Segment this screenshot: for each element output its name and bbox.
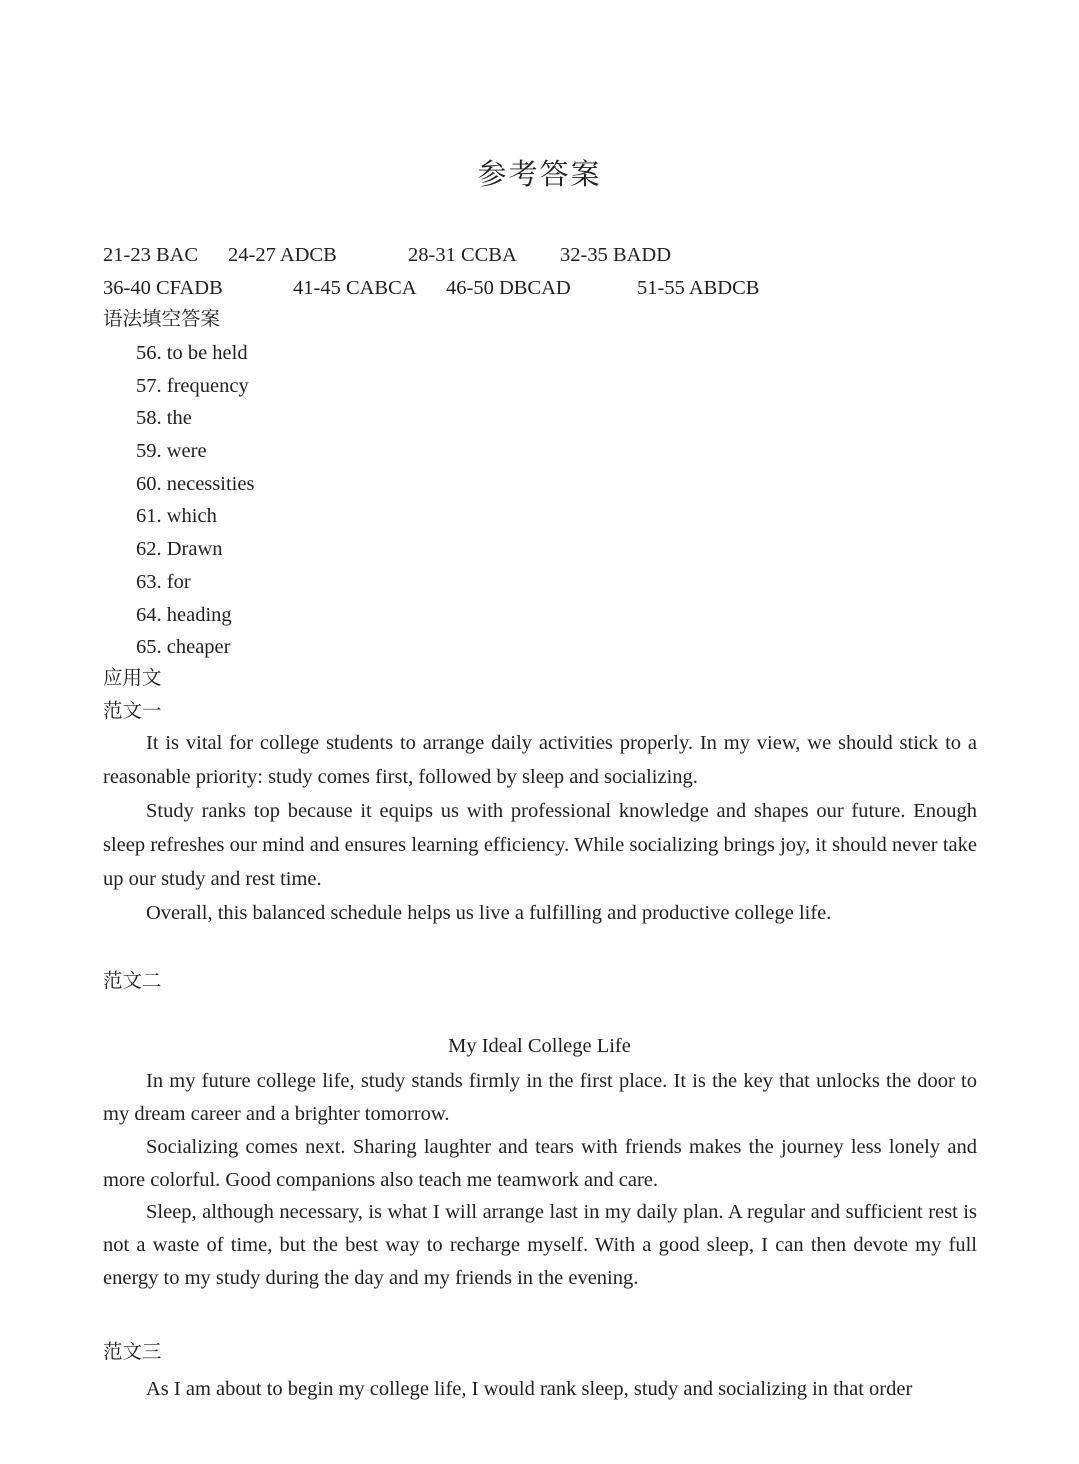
answer-group-21-23: 21-23 BAC — [103, 244, 199, 266]
sample-essay-3-heading: 范文三 — [103, 1340, 162, 1363]
sample-essay-2-paragraph-1: In my future college life, study stands firmly in the first place. It is the key that unlocks the door to my dream career and a brighter tomorrow. — [103, 1070, 977, 1125]
answer-group-46-50: 46-50 DBCAD — [446, 277, 571, 299]
answer-group-24-27: 24-27 ADCB — [228, 244, 337, 266]
sample-essay-1-paragraph-3: Overall, this balanced schedule helps us live a fulfilling and productive college life. — [146, 902, 832, 924]
answer-group-51-55: 51-55 ABDCB — [637, 277, 760, 299]
page-title: 参考答案 — [477, 157, 602, 191]
sample-essay-2-title: My Ideal College Life — [448, 1035, 631, 1057]
grammar-answer-list — [136, 340, 254, 667]
grammar-answer-item: 61. which — [136, 505, 217, 528]
sample-essay-2-paragraph-2: Socializing comes next. Sharing laughter and tears with friends makes the journey less lonely and more colorful. Good companions also teach me teamwork and care. — [103, 1136, 977, 1191]
sample-essay-1-paragraph-2: Study ranks top because it equips us with professional knowledge and shapes our future. Enough sleep refreshes our mind and ensures learning efficiency. While socializing brings joy, it should never take up our study and rest time. — [103, 800, 977, 890]
answer-group-32-35: 32-35 BADD — [560, 244, 672, 266]
grammar-answer-item: 56. to be held — [136, 342, 248, 364]
grammar-answer-item: 58. the — [136, 407, 192, 430]
writing-heading: 应用文 — [103, 666, 162, 689]
sample-essay-2-heading: 范文二 — [103, 969, 162, 992]
grammar-heading: 语法填空答案 — [103, 307, 221, 330]
grammar-answer-item: 64. heading — [136, 603, 232, 626]
grammar-answer-item: 65. cheaper — [136, 636, 231, 659]
grammar-answer-item: 63. for — [136, 570, 191, 593]
answer-group-28-31: 28-31 CCBA — [408, 244, 517, 266]
grammar-answer-item: 60. necessities — [136, 472, 255, 495]
sample-essay-1-paragraph-1: It is vital for college students to arrange daily activities properly. In my view, we should stick to a reasonable priority: study comes first, followed by sleep and socializing. — [103, 732, 977, 788]
sample-essay-3-paragraph-1: As I am about to begin my college life, I would rank sleep, study and socializing in that order — [146, 1378, 913, 1400]
answer-group-41-45: 41-45 CABCA — [293, 277, 417, 299]
grammar-answer-item: 62. Drawn — [136, 538, 223, 561]
sample-essay-1-heading: 范文一 — [103, 699, 162, 722]
answer-group-36-40: 36-40 CFADB — [103, 277, 223, 299]
grammar-answer-item: 59. were — [136, 440, 207, 463]
grammar-answer-item: 57. frequency — [136, 374, 249, 397]
sample-essay-2-paragraph-3: Sleep, although necessary, is what I will arrange last in my daily plan. A regular and sufficient rest is not a waste of time, but the best way to recharge myself. With a good sleep, I can then devote my full energy to my study during the day and my friends in the evening. — [103, 1201, 977, 1289]
